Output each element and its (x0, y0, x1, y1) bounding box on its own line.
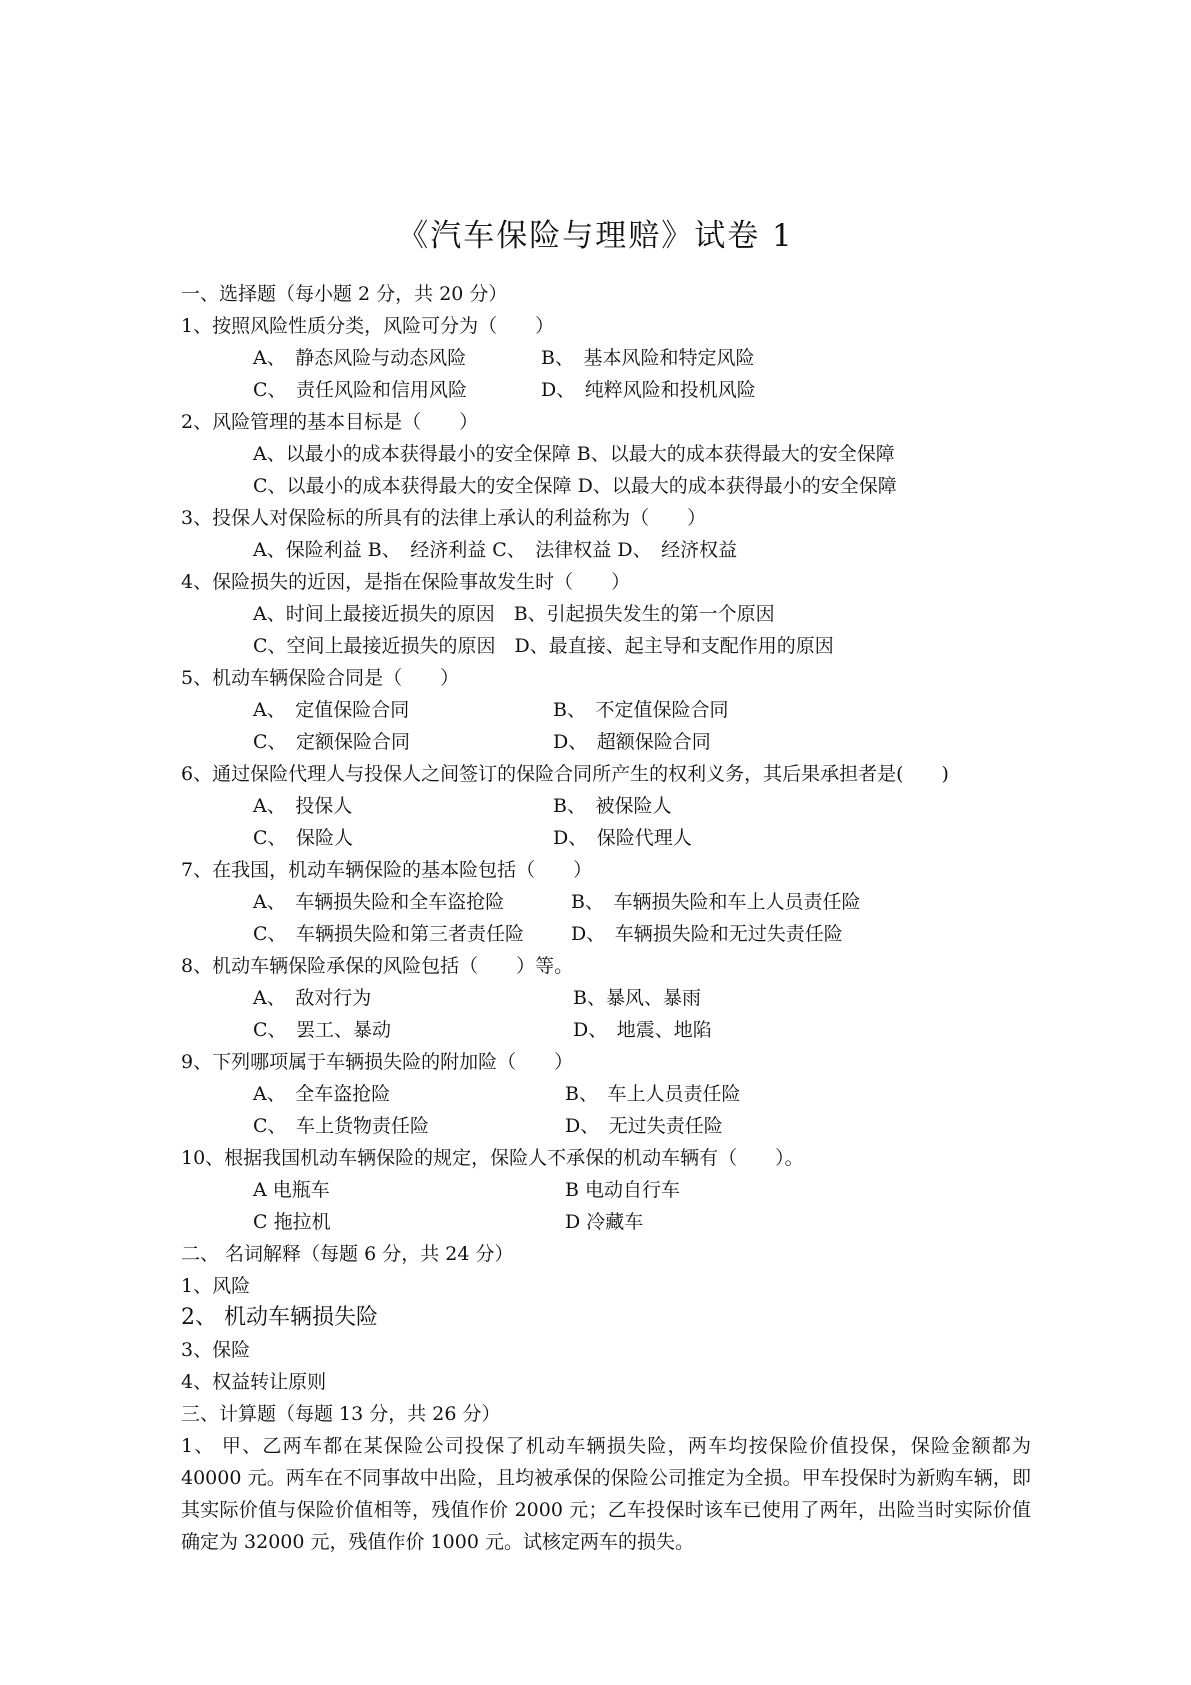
section-heading: 一、选择题（每小题 2 分，共 20 分） (181, 283, 508, 305)
term-item: 2、 机动车辆损失险 (181, 1305, 378, 1330)
question-stem: 6、通过保险代理人与投保人之间签订的保险合同所产生的权利义务，其后果承担者是( ) (181, 763, 949, 785)
option-d: D、 超额保险合同 (553, 731, 711, 753)
option-b: B、 车上人员责任险 (565, 1083, 741, 1105)
option-a: A、 投保人 (253, 795, 353, 817)
option-c: C、 罢工、暴动 (253, 1019, 392, 1041)
option-b: B、 被保险人 (553, 795, 672, 817)
option-d: D、 纯粹风险和投机风险 (541, 379, 756, 401)
option-row (181, 1206, 1031, 1238)
option-line: A、以最小的成本获得最小的安全保障 B、以最大的成本获得最大的安全保障 (253, 443, 895, 465)
option-a: A、 敌对行为 (253, 987, 372, 1009)
option-d: D、 保险代理人 (553, 827, 692, 849)
option-row (181, 726, 1031, 758)
option-b: B、 不定值保险合同 (553, 699, 729, 721)
term-item: 3、保险 (181, 1339, 251, 1361)
option-row (181, 790, 1031, 822)
option-a: A、 静态风险与动态风险 (253, 347, 467, 369)
option-b: B、暴风、暴雨 (573, 987, 701, 1009)
calculation-question: 1、 甲、乙两车都在某保险公司投保了机动车辆损失险，两车均按保险价值投保，保险金额都为 40000 元。两车在不同事故中出险，且均被承保的保险公司推定为全损。甲车投保时为新购车辆，即其实际价值与保险价值相等，残值作价 2000 元；乙车投保时该车已使用了两年，出险当时实际价值确定为 32000 元，残值作价 1000 元。试核定两车的损失。 (181, 1435, 1031, 1553)
question-stem: 2、风险管理的基本目标是（ ） (181, 411, 479, 433)
section-heading: 二、 名词解释（每题 6 分，共 24 分） (181, 1243, 514, 1265)
option-b: B、 车辆损失险和车上人员责任险 (571, 891, 861, 913)
option-b: B 电动自行车 (565, 1179, 681, 1201)
question-stem: 4、保险损失的近因，是指在保险事故发生时（ ） (181, 571, 631, 593)
option-row (181, 598, 1031, 630)
option-c: C 拖拉机 (253, 1211, 331, 1233)
option-row (181, 1174, 1031, 1206)
question-stem: 3、投保人对保险标的所具有的法律上承认的利益称为（ ） (181, 507, 707, 529)
option-row (181, 374, 1031, 406)
section-heading: 三、计算题（每题 13 分，共 26 分） (181, 1403, 501, 1425)
option-line: C、以最小的成本获得最大的安全保障 D、以最大的成本获得最小的安全保障 (253, 475, 897, 497)
option-row (181, 438, 1031, 470)
option-d: D、 无过失责任险 (565, 1115, 723, 1137)
option-row (181, 342, 1031, 374)
option-c: C、 定额保险合同 (253, 731, 411, 753)
question-stem: 7、在我国，机动车辆保险的基本险包括（ ） (181, 859, 593, 881)
option-row (181, 982, 1031, 1014)
option-line: A、保险利益 B、 经济利益 C、 法律权益 D、 经济权益 (253, 539, 738, 561)
option-row (181, 694, 1031, 726)
question-stem: 9、下列哪项属于车辆损失险的附加险（ ） (181, 1051, 574, 1073)
term-item: 4、权益转让原则 (181, 1371, 327, 1393)
question-stem: 10、根据我国机动车辆保险的规定，保险人不承保的机动车辆有（ ）。 (181, 1147, 804, 1169)
option-c: C、 责任风险和信用风险 (253, 379, 468, 401)
option-d: D 冷藏车 (565, 1211, 644, 1233)
option-row (181, 470, 1031, 502)
option-d: D、 地震、地陷 (573, 1019, 712, 1041)
page-title: 《汽车保险与理赔》试卷 1 (397, 218, 794, 254)
option-row (181, 1110, 1031, 1142)
question-stem: 1、按照风险性质分类，风险可分为（ ） (181, 315, 555, 337)
option-row (181, 822, 1031, 854)
option-row (181, 1078, 1031, 1110)
option-c: C、 车辆损失险和第三者责任险 (253, 923, 525, 945)
option-a: A 电瓶车 (253, 1179, 330, 1201)
option-b: B、 基本风险和特定风险 (541, 347, 755, 369)
option-a: A、 定值保险合同 (253, 699, 410, 721)
option-row (181, 886, 1031, 918)
exam-content (181, 278, 1031, 1558)
option-c: C、 保险人 (253, 827, 354, 849)
term-item: 1、风险 (181, 1275, 251, 1297)
option-row (181, 918, 1031, 950)
option-row (181, 630, 1031, 662)
option-a: A、 全车盗抢险 (253, 1083, 391, 1105)
option-c: C、 车上货物责任险 (253, 1115, 430, 1137)
option-a: A、 车辆损失险和全车盗抢险 (253, 891, 505, 913)
option-d: D、 车辆损失险和无过失责任险 (571, 923, 843, 945)
option-line: C、空间上最接近损失的原因 D、最直接、起主导和支配作用的原因 (253, 635, 834, 657)
question-stem: 8、机动车辆保险承保的风险包括（ ）等。 (181, 955, 574, 977)
option-line: A、时间上最接近损失的原因 B、引起损失发生的第一个原因 (253, 603, 775, 625)
question-stem: 5、机动车辆保险合同是（ ） (181, 667, 460, 689)
option-row (181, 534, 1031, 566)
option-row (181, 1014, 1031, 1046)
